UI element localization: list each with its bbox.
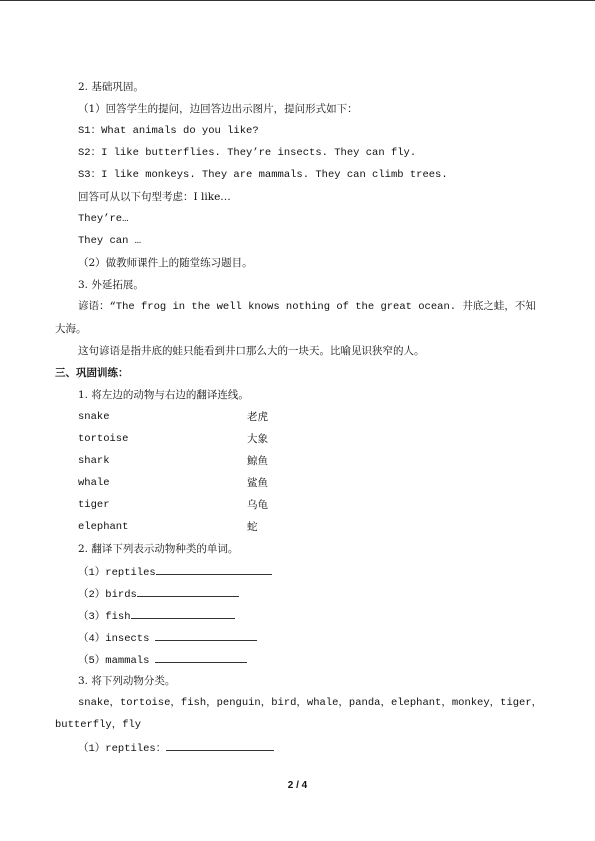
sentence-pattern-intro: 回答可从以下句型考虑：I like… xyxy=(78,191,231,203)
section-2-heading: 2. 基础巩固。 xyxy=(78,81,144,93)
translation-item xyxy=(78,564,272,580)
proverb-line-cont: 大海。 xyxy=(55,323,87,335)
matching-zh: 鲸鱼 xyxy=(247,455,268,467)
proverb-explanation: 这句谚语是指井底的蛙只能看到井口那么大的一块天。比喻见识狭窄的人。 xyxy=(78,345,425,357)
classification-item xyxy=(78,740,274,756)
translation-item-label: （4）insects xyxy=(78,633,150,645)
exercise-1-title: 1. 将左边的动物与右边的翻译连线。 xyxy=(78,389,249,401)
dialogue-s2: S2：I like butterflies. They’re insects. They can fly. xyxy=(78,147,417,159)
answer-blank[interactable] xyxy=(156,564,272,575)
matching-zh: 乌龟 xyxy=(247,499,268,511)
translation-item xyxy=(78,630,257,646)
pattern-theyre: They’re… xyxy=(78,213,129,225)
animal-word-list-cont: butterfly，fly xyxy=(55,719,142,731)
instruction-2: （2）做教师课件上的随堂练习题目。 xyxy=(78,257,253,269)
matching-en: elephant xyxy=(78,521,129,533)
matching-en: tiger xyxy=(78,499,110,511)
translation-item-label: （2）birds xyxy=(78,589,137,601)
answer-blank[interactable] xyxy=(137,586,239,597)
answer-blank[interactable] xyxy=(166,740,274,751)
matching-zh: 大象 xyxy=(247,433,268,445)
proverb-line: 谚语：“The frog in the well knows nothing of the great ocean. 井底之蛙，不知 xyxy=(78,301,536,313)
translation-item xyxy=(78,652,247,668)
translation-item xyxy=(78,608,235,624)
translation-item-label: （5）mammals xyxy=(78,655,150,667)
answer-blank[interactable] xyxy=(131,608,235,619)
matching-zh: 鲨鱼 xyxy=(247,477,268,489)
matching-en: shark xyxy=(78,455,110,467)
consolidation-heading: 三、巩固训练： xyxy=(55,367,129,379)
matching-en: tortoise xyxy=(78,433,129,445)
exercise-3-title: 3. 将下列动物分类。 xyxy=(78,675,176,687)
animal-word-list: snake，tortoise，fish，penguin，bird，whale，panda，elephant，monkey，tiger， xyxy=(78,697,543,709)
page-top-rule xyxy=(0,0,595,1)
section-3-heading: 3. 外延拓展。 xyxy=(78,279,144,291)
translation-item-label: （3）fish xyxy=(78,611,131,623)
translation-item xyxy=(78,586,239,602)
answer-blank[interactable] xyxy=(155,652,247,663)
dialogue-s3: S3：I like monkeys. They are mammals. They can climb trees. xyxy=(78,169,448,181)
exercise-2-title: 2. 翻译下列表示动物种类的单词。 xyxy=(78,543,239,555)
matching-zh: 老虎 xyxy=(247,411,268,423)
classification-item-label: （1）reptiles： xyxy=(78,743,167,755)
page-number: 2 / 4 xyxy=(287,780,308,791)
matching-zh: 蛇 xyxy=(247,521,258,533)
translation-item-label: （1）reptiles xyxy=(78,567,156,579)
instruction-1: （1）回答学生的提问，边回答边出示图片，提问形式如下： xyxy=(78,103,358,115)
matching-en: whale xyxy=(78,477,110,489)
answer-blank[interactable] xyxy=(155,630,257,641)
matching-en: snake xyxy=(78,411,110,423)
dialogue-s1: S1：What animals do you like? xyxy=(78,125,259,137)
pattern-they-can: They can … xyxy=(78,235,142,247)
